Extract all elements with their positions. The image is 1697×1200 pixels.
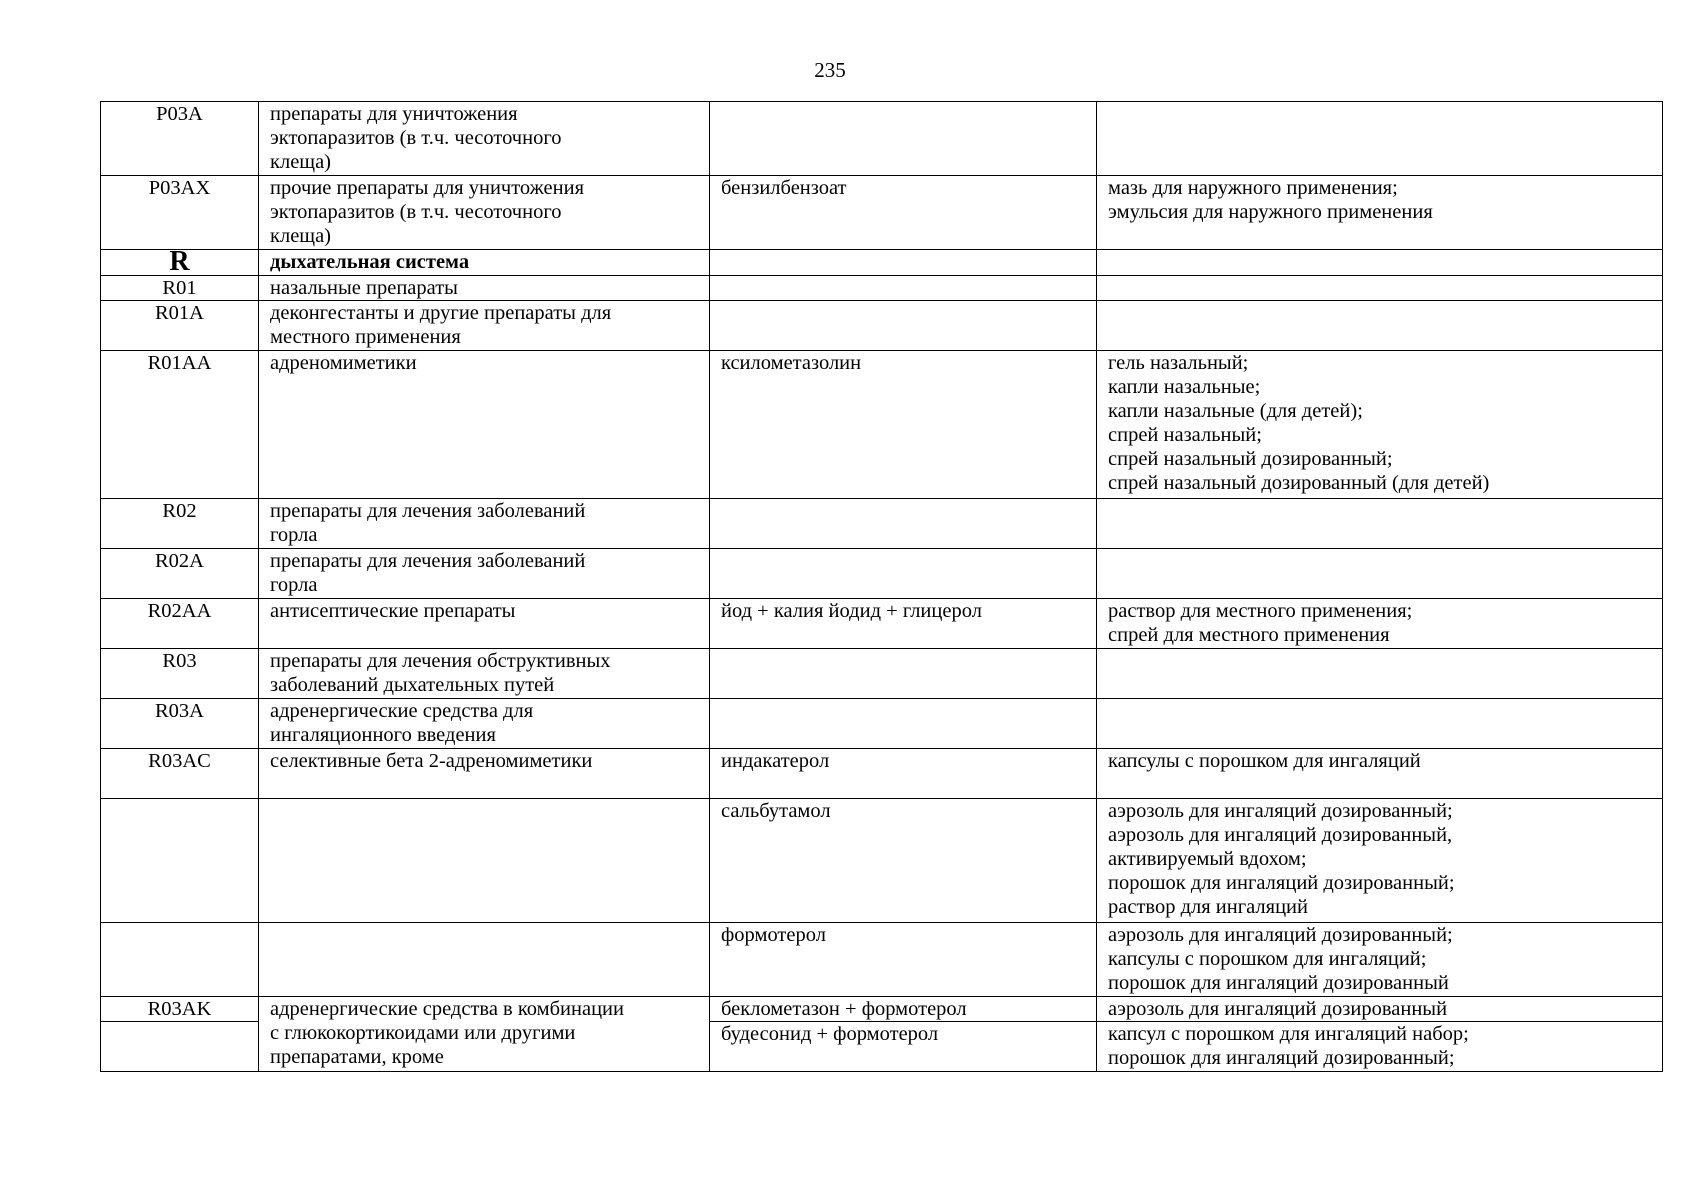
- atc-code: P03AX: [148, 177, 211, 199]
- table-row: [101, 301, 1663, 351]
- group-line: клеща): [270, 151, 331, 173]
- dosage-form-cell: [1097, 176, 1663, 250]
- dosage-form-cell: [1097, 649, 1663, 699]
- dosage-form-cell: [1097, 997, 1663, 1022]
- table-row: [101, 176, 1663, 250]
- table-row: [101, 997, 1663, 1022]
- atc-code-cell: [101, 176, 259, 250]
- forms-line: раствор для местного применения;: [1108, 600, 1413, 622]
- table-row: [101, 599, 1663, 649]
- drug-line: бензилбензоат: [721, 177, 847, 199]
- atc-code-cell: [101, 599, 259, 649]
- drug-name-cell: [710, 649, 1097, 699]
- atc-code: R01AA: [147, 352, 212, 374]
- forms-line: спрей назальный дозированный;: [1108, 448, 1393, 470]
- group-line: деконгестанты и другие препараты для: [270, 302, 612, 324]
- atc-code-cell: [101, 549, 259, 599]
- forms-line: эмульсия для наружного применения: [1108, 201, 1433, 223]
- group-line: горла: [270, 524, 318, 546]
- drug-name-cell: [710, 102, 1097, 176]
- atc-code-cell: [101, 351, 259, 499]
- drug-name-cell: [710, 699, 1097, 749]
- drug-name-cell: [710, 499, 1097, 549]
- page-number: 235: [814, 58, 846, 82]
- drug-line: будесонид + формотерол: [721, 1023, 939, 1045]
- dosage-form-cell: [1097, 749, 1663, 799]
- group-line: селективные бета 2-адреномиметики: [270, 750, 593, 772]
- atc-code: R03AC: [148, 750, 211, 772]
- group-line: дыхательная система: [270, 251, 470, 273]
- table-row: [101, 102, 1663, 176]
- table-row: [101, 649, 1663, 699]
- drug-line: ксилометазолин: [721, 352, 862, 374]
- dosage-form-cell: [1097, 549, 1663, 599]
- forms-line: аэрозоль для ингаляций дозированный,: [1108, 824, 1453, 846]
- atc-code: R02AA: [147, 600, 212, 622]
- atc-code-cell: [101, 649, 259, 699]
- atc-code: R01: [162, 277, 197, 299]
- forms-line: капсулы с порошком для ингаляций: [1108, 750, 1421, 772]
- forms-line: аэрозоль для ингаляций дозированный;: [1108, 924, 1453, 946]
- forms-line: спрей для местного применения: [1108, 624, 1390, 646]
- atc-code: R: [169, 249, 190, 276]
- table-row: [101, 749, 1663, 799]
- drug-name-cell: [710, 599, 1097, 649]
- group-line: адреномиметики: [270, 352, 417, 374]
- group-line: адренергические средства для: [270, 700, 534, 722]
- group-line: антисептические препараты: [270, 600, 516, 622]
- atc-code-cell: [101, 749, 259, 799]
- forms-line: капли назальные;: [1108, 376, 1261, 398]
- table-row: [101, 699, 1663, 749]
- table-row: [101, 351, 1663, 499]
- dosage-form-cell: [1097, 250, 1663, 276]
- group-name-cell: [259, 176, 710, 250]
- forms-line: порошок для ингаляций дозированный;: [1108, 872, 1455, 894]
- dosage-form-cell: [1097, 599, 1663, 649]
- group-name-cell: [259, 351, 710, 499]
- group-line: препаратами, кроме: [270, 1046, 444, 1068]
- group-line: эктопаразитов (в т.ч. чесоточного: [270, 127, 562, 149]
- table-row: [101, 276, 1663, 301]
- drug-line: индакатерол: [721, 750, 830, 772]
- atc-code-cell: [101, 923, 259, 997]
- group-name-cell: [259, 499, 710, 549]
- group-line: препараты для лечения заболеваний: [270, 550, 586, 572]
- drug-name-cell: [710, 176, 1097, 250]
- atc-code-cell: [101, 276, 259, 301]
- atc-code-cell: [101, 997, 259, 1022]
- group-line: препараты для лечения заболеваний: [270, 500, 586, 522]
- atc-code: R02A: [155, 550, 204, 572]
- forms-line: порошок для ингаляций дозированный;: [1108, 1047, 1455, 1069]
- dosage-form-cell: [1097, 1022, 1663, 1072]
- group-name-cell: [259, 997, 710, 1072]
- dosage-form-cell: [1097, 276, 1663, 301]
- forms-line: капсулы с порошком для ингаляций;: [1108, 948, 1427, 970]
- drug-name-cell: [710, 749, 1097, 799]
- drug-name-cell: [710, 351, 1097, 499]
- atc-code-cell: [101, 301, 259, 351]
- atc-code: R03AK: [147, 998, 212, 1020]
- drug-line: беклометазон + формотерол: [721, 998, 967, 1020]
- table-row: [101, 923, 1663, 997]
- atc-code-cell: [101, 1022, 259, 1072]
- group-line: препараты для уничтожения: [270, 103, 518, 125]
- forms-line: спрей назальный;: [1108, 424, 1262, 446]
- forms-line: активируемый вдохом;: [1108, 848, 1307, 870]
- group-name-cell: [259, 250, 710, 276]
- group-line: адренергические средства в комбинации: [270, 998, 624, 1020]
- drug-name-cell: [710, 276, 1097, 301]
- drug-name-cell: [710, 997, 1097, 1022]
- group-line: горла: [270, 574, 318, 596]
- table-row: [101, 799, 1663, 923]
- atc-code-cell: [101, 250, 259, 276]
- atc-code: P03A: [156, 103, 203, 125]
- group-name-cell: [259, 923, 710, 997]
- drug-line: формотерол: [721, 924, 826, 946]
- group-name-cell: [259, 799, 710, 923]
- drug-name-cell: [710, 549, 1097, 599]
- dosage-form-cell: [1097, 799, 1663, 923]
- table-row: [101, 499, 1663, 549]
- group-line: прочие препараты для уничтожения: [270, 177, 585, 199]
- group-line: препараты для лечения обструктивных: [270, 650, 611, 672]
- drug-name-cell: [710, 1022, 1097, 1072]
- forms-line: аэрозоль для ингаляций дозированный;: [1108, 800, 1453, 822]
- atc-code: R02: [162, 500, 197, 522]
- forms-line: гель назальный;: [1108, 352, 1249, 374]
- dosage-form-cell: [1097, 301, 1663, 351]
- table-row: [101, 250, 1663, 276]
- atc-code-cell: [101, 499, 259, 549]
- forms-line: мазь для наружного применения;: [1108, 177, 1398, 199]
- group-name-cell: [259, 276, 710, 301]
- drug-line: сальбутамол: [721, 800, 831, 822]
- group-line: заболеваний дыхательных путей: [270, 674, 555, 696]
- atc-code-cell: [101, 699, 259, 749]
- atc-code: R01A: [155, 302, 204, 324]
- dosage-form-cell: [1097, 351, 1663, 499]
- atc-code-cell: [101, 102, 259, 176]
- group-line: местного применения: [270, 326, 461, 348]
- atc-code: R03A: [155, 700, 204, 722]
- forms-line: капсул с порошком для ингаляций набор;: [1108, 1023, 1469, 1045]
- dosage-form-cell: [1097, 923, 1663, 997]
- group-name-cell: [259, 749, 710, 799]
- forms-line: аэрозоль для ингаляций дозированный: [1108, 998, 1448, 1020]
- forms-line: раствор для ингаляций: [1108, 896, 1308, 918]
- group-name-cell: [259, 549, 710, 599]
- group-name-cell: [259, 699, 710, 749]
- drug-name-cell: [710, 923, 1097, 997]
- forms-line: капли назальные (для детей);: [1108, 400, 1363, 422]
- group-name-cell: [259, 599, 710, 649]
- atc-drug-table: [100, 101, 1663, 1072]
- group-line: эктопаразитов (в т.ч. чесоточного: [270, 201, 562, 223]
- atc-code: R03: [162, 650, 197, 672]
- group-name-cell: [259, 102, 710, 176]
- group-name-cell: [259, 301, 710, 351]
- group-line: с глюкокортикоидами или другими: [270, 1022, 576, 1044]
- table-row: [101, 549, 1663, 599]
- dosage-form-cell: [1097, 499, 1663, 549]
- group-line: ингаляционного введения: [270, 724, 496, 746]
- dosage-form-cell: [1097, 699, 1663, 749]
- drug-name-cell: [710, 799, 1097, 923]
- dosage-form-cell: [1097, 102, 1663, 176]
- drug-line: йод + калия йодид + глицерол: [721, 600, 982, 622]
- group-line: клеща): [270, 225, 331, 247]
- atc-code-cell: [101, 799, 259, 923]
- group-line: назальные препараты: [270, 277, 458, 299]
- group-name-cell: [259, 649, 710, 699]
- forms-line: спрей назальный дозированный (для детей): [1108, 472, 1490, 494]
- drug-name-cell: [710, 301, 1097, 351]
- forms-line: порошок для ингаляций дозированный: [1108, 972, 1449, 994]
- drug-name-cell: [710, 250, 1097, 276]
